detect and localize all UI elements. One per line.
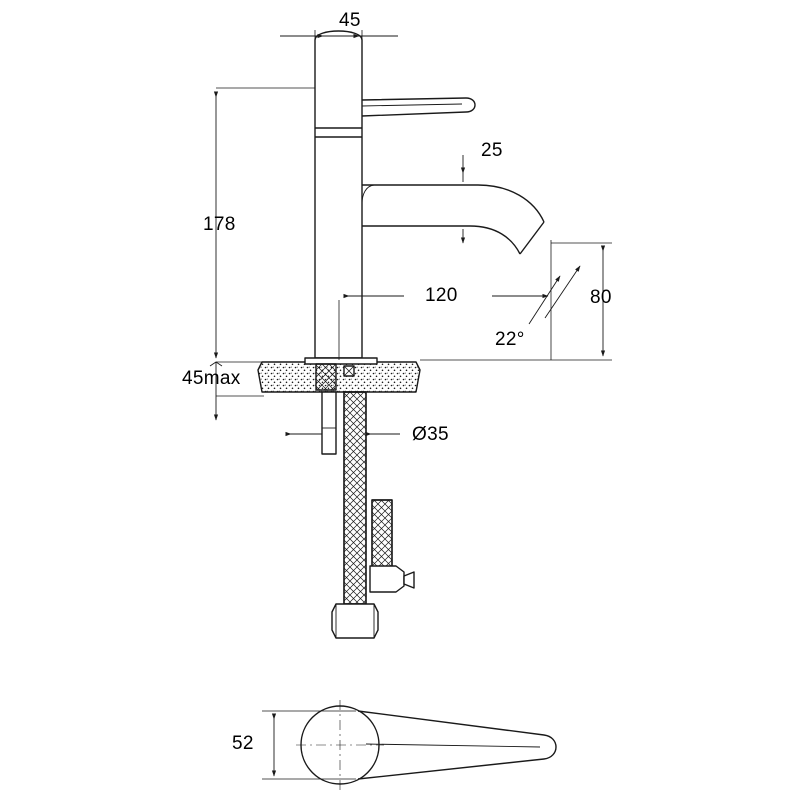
angle-leader-line-b (545, 266, 580, 318)
hose-a-connector (332, 604, 378, 638)
plan-lever-inner-line (366, 744, 540, 747)
dim-label-spout-projection: 120 (425, 285, 458, 306)
plan-lever-outline (358, 711, 556, 779)
spout-top-outline (362, 185, 544, 222)
lever-handle-inner-line (362, 104, 462, 106)
top-plan-view (262, 700, 556, 790)
threaded-shank (344, 392, 366, 604)
tap-body-outline (315, 31, 362, 358)
dim-label-spout-body-width: 45 (339, 10, 361, 31)
dim-label-spout-outlet-height: 25 (481, 140, 503, 161)
base-seal-washer (258, 362, 420, 392)
dim-label-handle-length-plan: 52 (232, 733, 254, 754)
angle-leader-line-a (529, 276, 560, 324)
dim-label-overall-height: 178 (203, 214, 236, 235)
dim-label-max-worktop-thickness: 45max (182, 368, 241, 389)
spout-bottom-outline (362, 226, 520, 254)
lever-handle-outline (362, 98, 475, 116)
base-flange (305, 358, 377, 364)
base-shank-knurl (316, 364, 336, 390)
dim-label-outlet-height-from-base: 80 (590, 287, 612, 308)
front-elevation-view (210, 30, 612, 638)
hose-b-tail (404, 572, 414, 588)
spout-fillet-line (362, 185, 374, 204)
hose-b-connector (370, 566, 404, 592)
spout-outlet-face (520, 222, 544, 254)
flexible-hose-b (372, 500, 392, 570)
fixing-bolt (322, 392, 336, 454)
dim-label-tap-hole-diameter: Ø35 (412, 424, 449, 445)
dim-label-spout-angle: 22° (495, 329, 525, 350)
